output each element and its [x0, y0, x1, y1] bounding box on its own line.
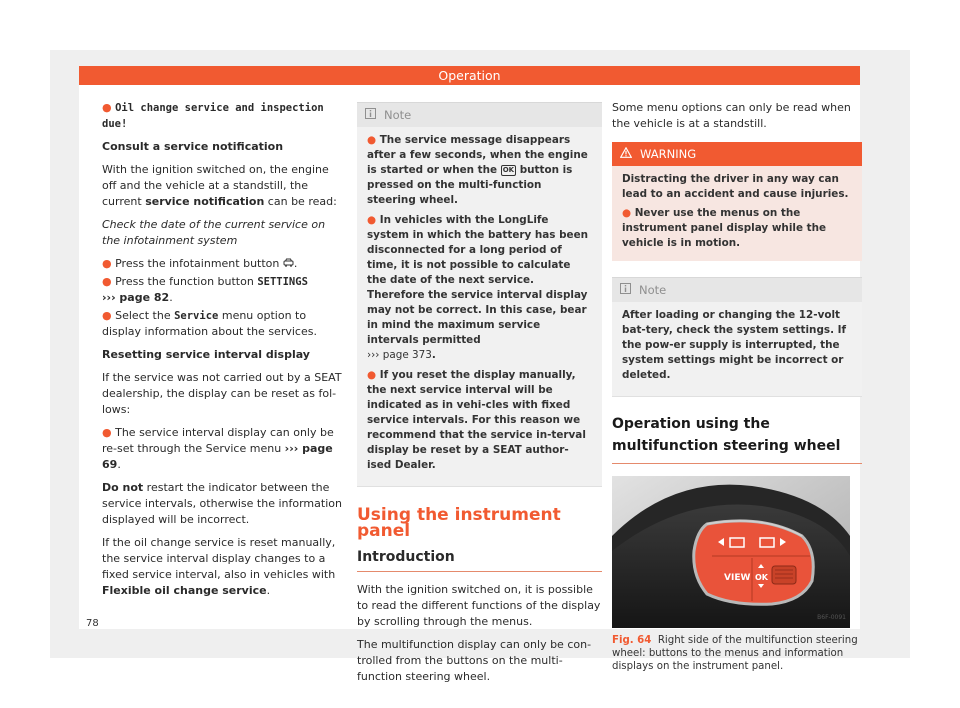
bullet-reset: ● The service interval display can only be re-set through the Service menu ››› page 69. — [102, 426, 334, 471]
italic-check: Check the date of the current service on the infotainment system — [102, 218, 326, 247]
para-reset: If the service was not carried out by a SEAT dealership, the display can be reset as fol-lows: — [102, 371, 342, 416]
para-intro-2: The multifunction display can only be con-trolled from the buttons on the multi-function steering wheel. — [357, 638, 592, 683]
page-header — [79, 66, 860, 85]
note-header: Note — [357, 102, 602, 127]
note-box-2 — [612, 277, 862, 397]
steering-wheel-figure — [612, 476, 850, 628]
info-icon — [620, 282, 631, 298]
para-menu: Some menu options can only be read when the vehicle is at a standstill. — [612, 101, 851, 130]
warning-header: WARNING — [612, 142, 862, 166]
heading-steering: Operation using the multifunction steering wheel — [612, 413, 862, 464]
figure-code: B6F-0091 — [817, 614, 846, 621]
page-ref-link[interactable]: ››› page 82 — [102, 291, 170, 304]
info-icon — [365, 107, 376, 123]
note-header: Note — [612, 277, 862, 302]
note-body: ● The service message disappears after a few seconds, when the engine is started or when the OK button is pressed on the multi-function steering wheel. ● In vehicles with the LongLife system in which the battery has been disconnected for a long period of time, it is not possible to calculate the date of the next service. Therefore the service interval display may not be correct. In this case, bear in mind the maximum service intervals permitted ››› page 373. ● If you reset the display manually, the next service interval will be indicated as in vehi-cles with fixed service intervals. For this reason we recommend that the service in-terval display be reset by a SEAT author-ised Dealer. — [367, 134, 589, 471]
ok-button-icon: OK — [502, 165, 515, 174]
bullet-icon: ● — [102, 426, 112, 439]
column-middle — [357, 102, 602, 692]
bullet-icon: ● — [102, 257, 112, 270]
para-donot: Do not restart the indicator between the service intervals, otherwise the information displayed will be incorrect. — [102, 481, 342, 526]
bullet-icon: ● — [102, 101, 112, 114]
step-2: ● Press the function button SETTINGS ››› page 82. — [102, 275, 308, 304]
bullet-icon: ● — [102, 309, 112, 322]
para-intro-1: With the ignition switched on, it is possible to read the different functions of the display by scrolling through the menus. — [357, 583, 601, 628]
section-title: Using the instrument panel — [357, 505, 561, 541]
note-body: After loading or changing the 12-volt bat-tery, check the system settings. If the pow-er supply is interrupted, the system settings might be incorrect or deleted. — [622, 309, 847, 381]
car-menu-icon — [283, 256, 294, 272]
para-consult: With the ignition switched on, the engine off and the vehicle at a standstill, the current service notification can be read: — [102, 163, 337, 208]
column-right — [612, 100, 862, 673]
para-oil: If the oil change service is reset manually, the service interval display changes to a fixed service interval, also in vehicles with Flexible oil change service. — [102, 536, 336, 597]
step-3: ● Select the Service menu option to display information about the services. — [102, 309, 317, 338]
step-1: ● Press the infotainment button . — [102, 257, 298, 270]
ok-button-label: OK — [755, 573, 768, 582]
header-title: Operation — [438, 68, 501, 83]
warning-body: Distracting the driver in any way can lead to an accident and cause injuries. ● Never use the menus on the instrument panel display while the vehicle is in motion. — [622, 173, 849, 249]
sub-title: Introduction — [357, 549, 602, 572]
page-ref-link[interactable]: ››› page 373 — [367, 349, 432, 361]
column-left — [102, 100, 342, 606]
warning-box — [612, 142, 862, 261]
page-number: 78 — [86, 618, 99, 629]
heading-consult: Consult a service notification — [102, 140, 284, 153]
note-box — [357, 102, 602, 487]
warning-triangle-icon — [620, 146, 632, 162]
figure-caption: Fig. 64 Right side of the multifunction steering wheel: buttons to the menus and information displays on the instrument panel. — [612, 635, 858, 672]
page-ref-link[interactable]: ››› page 69 — [102, 442, 333, 471]
view-button-label: VIEW — [724, 573, 751, 583]
heading-reset: Resetting service interval display — [102, 348, 310, 361]
bullet-icon: ● — [102, 275, 112, 288]
oil-message: ● Oil change service and inspection due! — [102, 101, 324, 130]
